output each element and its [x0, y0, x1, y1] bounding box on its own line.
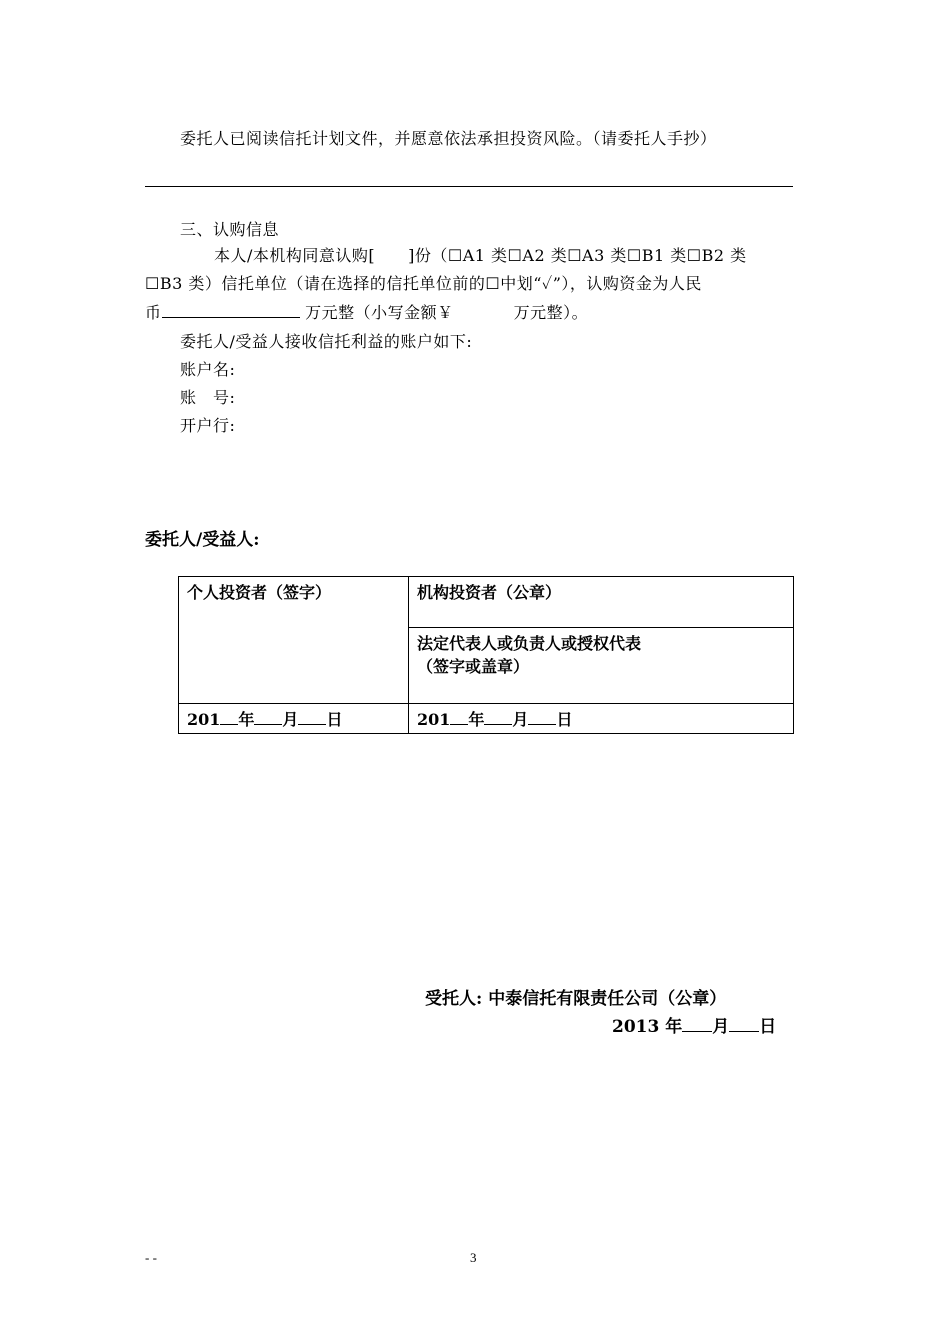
trustee-day-label: 日 — [759, 1017, 777, 1037]
day-label: 日 — [556, 710, 573, 729]
footer-mark: - - — [145, 1250, 157, 1265]
institution-investor-cell[interactable] — [409, 577, 794, 628]
individual-date-cell[interactable] — [179, 704, 409, 734]
risk-statement: 委托人已阅读信托计划文件，并愿意依法承担投资风险。（请委托人手抄） — [180, 129, 717, 148]
month-label: 月 — [512, 710, 529, 729]
bank-label: 开户行: — [180, 416, 236, 435]
trustee-month-label: 月 — [712, 1017, 730, 1037]
page-number: 3 — [470, 1250, 477, 1265]
trustee-month-blank[interactable] — [682, 1014, 712, 1032]
day-label: 日 — [326, 710, 343, 729]
trustee-year: 2013 年 — [612, 1017, 683, 1037]
handwriting-line[interactable] — [145, 186, 793, 187]
year-label: 年 — [468, 710, 485, 729]
institution-date-cell[interactable] — [409, 704, 794, 734]
representative-cell[interactable] — [409, 628, 794, 704]
account-number-label: 账 号: — [180, 388, 236, 407]
account-name-label: 账户名: — [180, 360, 236, 379]
institution-investor-label: 机构投资者（公章） — [417, 583, 562, 602]
individual-investor-cell[interactable] — [179, 577, 409, 704]
year-blank[interactable] — [220, 708, 238, 725]
subscription-line-2: ☐B3 类）信托单位（请在选择的信托单位前的☐中划“✓”），认购资金为人民 — [145, 274, 702, 293]
trustee-label: 受托人: 中泰信托有限责任公司（公章） — [425, 989, 727, 1009]
trustee-date — [612, 1012, 776, 1037]
representative-label: 法定代表人或负责人或授权代表 — [417, 634, 642, 653]
representative-sublabel: （签字或盖章） — [417, 657, 530, 676]
signature-table — [178, 576, 794, 734]
month-blank[interactable] — [254, 708, 282, 725]
section-heading-subscription: 三、认购信息 — [180, 220, 280, 239]
individual-investor-label: 个人投资者（签字） — [187, 583, 332, 602]
amount-suffix: 万元整）。 — [513, 303, 589, 322]
year-blank[interactable] — [450, 708, 468, 725]
month-label: 月 — [282, 710, 299, 729]
amount-mid-text: 万元整（小写金额￥ — [299, 303, 454, 322]
account-intro: 委托人/受益人接收信托利益的账户如下: — [180, 332, 473, 351]
trustee-day-blank[interactable] — [729, 1014, 759, 1032]
subscription-line-3 — [145, 300, 588, 323]
day-blank[interactable] — [298, 708, 326, 725]
date-year-prefix: 201 — [417, 710, 451, 729]
subscription-line-1: 本人/本机构同意认购[ ]份（☐A1 类☐A2 类☐A3 类☐B1 类☐B2 类 — [214, 246, 747, 265]
month-blank[interactable] — [484, 708, 512, 725]
year-label: 年 — [238, 710, 255, 729]
date-year-prefix: 201 — [187, 710, 221, 729]
signature-heading: 委托人/受益人: — [145, 530, 260, 550]
currency-prefix: 币 — [145, 303, 162, 322]
day-blank[interactable] — [528, 708, 556, 725]
amount-words-blank[interactable] — [162, 301, 300, 318]
